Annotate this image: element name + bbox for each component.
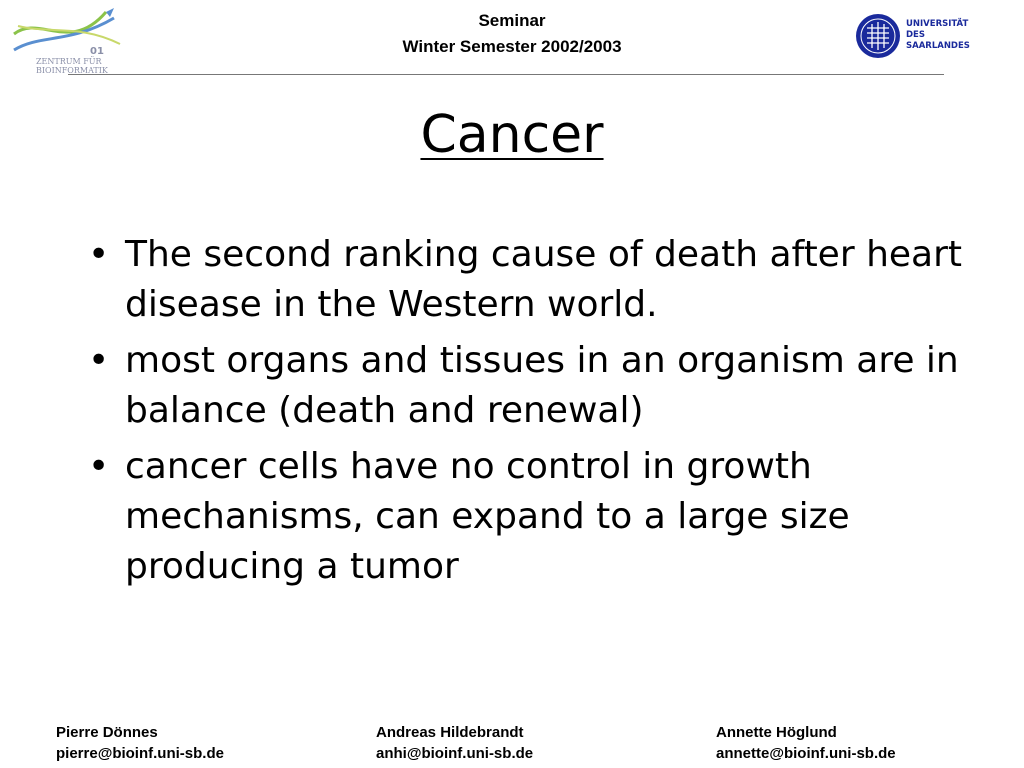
bullet-text: most organs and tissues in an organism are in balance (death and renewal) <box>125 340 959 431</box>
footer-author-3 <box>716 722 896 764</box>
bullet-item <box>88 442 968 592</box>
zbi-logo-text-2: BIOINFORMATIK <box>36 66 108 75</box>
bullet-item <box>88 230 968 330</box>
seminar-header <box>250 8 774 60</box>
header-seminar: Seminar <box>478 11 546 30</box>
slide-title-text: Cancer <box>420 105 604 165</box>
bullet-list <box>88 230 968 598</box>
zbi-logo-mark: 01 <box>90 46 104 57</box>
footer-author-2 <box>376 722 533 764</box>
author-name: Pierre Dönnes <box>56 724 158 741</box>
zbi-logo <box>10 4 130 76</box>
zbi-logo-text-1: ZENTRUM FÜR <box>36 57 102 66</box>
author-email: anhi@bioinf.uni-sb.de <box>376 745 534 762</box>
zbi-logo-graphic <box>10 4 130 76</box>
author-email: annette@bioinf.uni-sb.de <box>716 745 896 762</box>
bullet-text: cancer cells have no control in growth mechanisms, can expand to a large size producing a tumor <box>125 446 850 587</box>
author-email: pierre@bioinf.uni-sb.de <box>56 745 224 762</box>
header-semester: Winter Semester 2002/2003 <box>402 37 622 56</box>
author-name: Annette Höglund <box>716 724 837 741</box>
bullet-text: The second ranking cause of death after heart disease in the Western world. <box>125 234 963 325</box>
bullet-item <box>88 336 968 436</box>
uds-logo-text-3: SAARLANDES <box>906 41 970 51</box>
uds-logo <box>852 12 987 60</box>
slide-title <box>0 100 1024 170</box>
footer-author-1 <box>56 722 224 764</box>
bullet-dot-icon: • <box>88 446 110 487</box>
uds-logo-text-2: DES <box>906 30 925 40</box>
bullet-dot-icon: • <box>88 234 110 275</box>
uds-logo-graphic <box>852 12 987 60</box>
author-name: Andreas Hildebrandt <box>376 724 524 741</box>
uds-logo-text-1: UNIVERSITÄT <box>906 19 969 29</box>
header-divider <box>68 74 944 75</box>
bullet-dot-icon: • <box>88 340 110 381</box>
